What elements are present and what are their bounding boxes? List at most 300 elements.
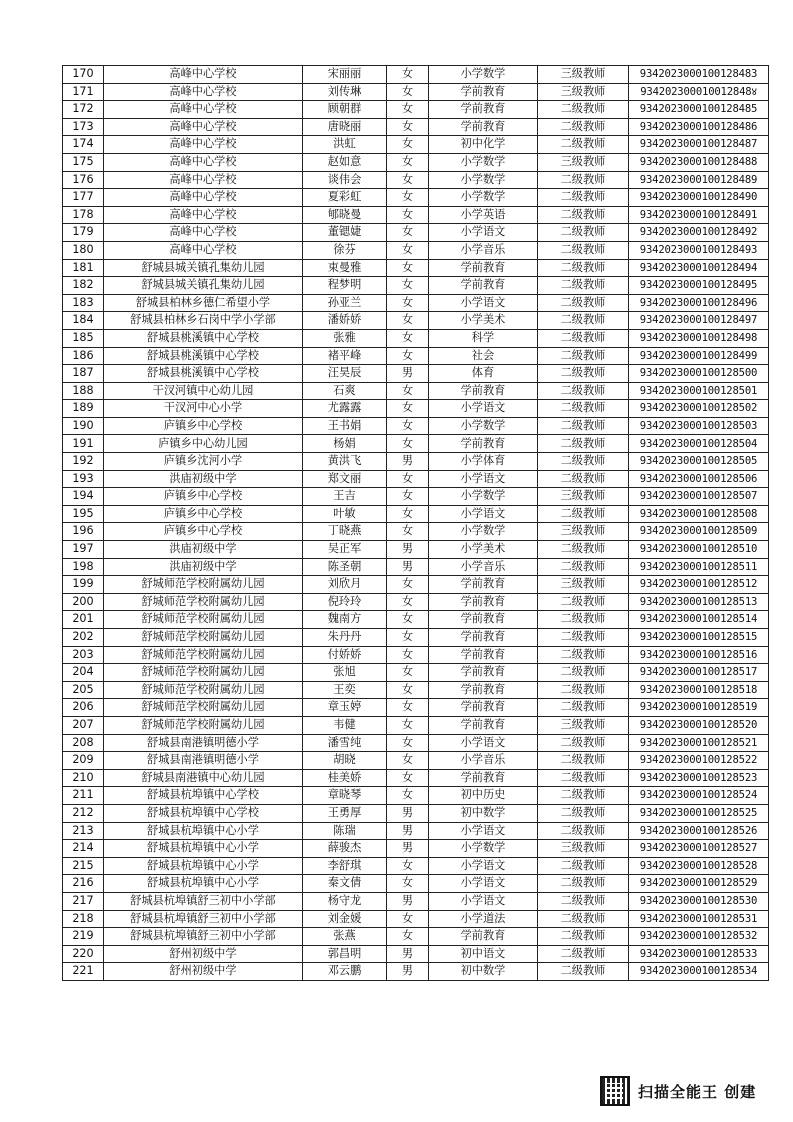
certificate-level-cell: 二级教师	[538, 593, 629, 611]
row-number-cell: 204	[63, 664, 104, 682]
table-row	[63, 329, 769, 347]
subject-cell: 初中数学	[429, 804, 538, 822]
gender-cell: 女	[387, 329, 429, 347]
row-number-cell: 185	[63, 329, 104, 347]
school-name-cell: 舒城师范学校附属幼儿园	[104, 646, 303, 664]
certificate-number-cell: 9342023000100128504	[629, 435, 769, 453]
gender-cell: 女	[387, 611, 429, 629]
teacher-name-cell: 刘欣月	[303, 576, 387, 594]
teacher-name-cell: 胡晓	[303, 752, 387, 770]
school-name-cell: 舒城县杭埠镇中心学校	[104, 787, 303, 805]
table-row	[63, 365, 769, 383]
table-row	[63, 945, 769, 963]
school-name-cell: 舒城县南港镇明德小学	[104, 752, 303, 770]
school-name-cell: 庐镇乡中心幼儿园	[104, 435, 303, 453]
teacher-name-cell: 章晓琴	[303, 787, 387, 805]
certificate-level-cell: 二级教师	[538, 646, 629, 664]
gender-cell: 男	[387, 804, 429, 822]
table-row	[63, 804, 769, 822]
certificate-number-cell: 9342023000100128523	[629, 769, 769, 787]
subject-cell: 学前教育	[429, 435, 538, 453]
row-number-cell: 174	[63, 136, 104, 154]
gender-cell: 男	[387, 892, 429, 910]
teacher-name-cell: 洪虹	[303, 136, 387, 154]
teacher-name-cell: 郑文丽	[303, 470, 387, 488]
school-name-cell: 舒城县杭埠镇舒三初中小学部	[104, 910, 303, 928]
table-row	[63, 241, 769, 259]
gender-cell: 男	[387, 963, 429, 981]
table-row	[63, 963, 769, 981]
school-name-cell: 舒城县杭埠镇中心小学	[104, 840, 303, 858]
certificate-level-cell: 二级教师	[538, 453, 629, 471]
teacher-name-cell: 王吉	[303, 488, 387, 506]
gender-cell: 女	[387, 505, 429, 523]
school-name-cell: 庐镇乡沈河小学	[104, 453, 303, 471]
certificate-level-cell: 二级教师	[538, 681, 629, 699]
row-number-cell: 219	[63, 928, 104, 946]
certificate-level-cell: 二级教师	[538, 206, 629, 224]
certificate-number-cell: 9342023000100128521	[629, 734, 769, 752]
watermark-text: 扫描全能王 创建	[638, 1082, 757, 1101]
school-name-cell: 洪庙初级中学	[104, 541, 303, 559]
certificate-level-cell: 二级教师	[538, 101, 629, 119]
subject-cell: 初中化学	[429, 136, 538, 154]
certificate-level-cell: 二级教师	[538, 822, 629, 840]
subject-cell: 体育	[429, 365, 538, 383]
certificate-level-cell: 二级教师	[538, 699, 629, 717]
certificate-number-cell: 9342023000100128527	[629, 840, 769, 858]
gender-cell: 女	[387, 417, 429, 435]
gender-cell: 女	[387, 593, 429, 611]
gender-cell: 男	[387, 453, 429, 471]
teacher-name-cell: 汪昊辰	[303, 365, 387, 383]
certificate-number-cell: 9342023000100128501	[629, 382, 769, 400]
subject-cell: 小学数学	[429, 153, 538, 171]
teacher-name-cell: 张旭	[303, 664, 387, 682]
certificate-level-cell: 三级教师	[538, 66, 629, 84]
gender-cell: 女	[387, 241, 429, 259]
gender-cell: 女	[387, 488, 429, 506]
school-name-cell: 舒城县杭埠镇中心小学	[104, 857, 303, 875]
gender-cell: 女	[387, 664, 429, 682]
subject-cell: 学前教育	[429, 593, 538, 611]
certificate-level-cell: 二级教师	[538, 734, 629, 752]
subject-cell: 小学语文	[429, 734, 538, 752]
table-row	[63, 400, 769, 418]
teacher-name-cell: 夏彩虹	[303, 189, 387, 207]
teacher-name-cell: 叶敏	[303, 505, 387, 523]
teacher-name-cell: 王奕	[303, 681, 387, 699]
teacher-name-cell: 徐芬	[303, 241, 387, 259]
school-name-cell: 舒城师范学校附属幼儿园	[104, 593, 303, 611]
certificate-number-cell: 9342023000100128525	[629, 804, 769, 822]
gender-cell: 女	[387, 734, 429, 752]
table-row	[63, 875, 769, 893]
gender-cell: 女	[387, 910, 429, 928]
school-name-cell: 舒城县桃溪镇中心学校	[104, 365, 303, 383]
school-name-cell: 舒城县南港镇明德小学	[104, 734, 303, 752]
subject-cell: 小学语文	[429, 875, 538, 893]
teacher-name-cell: 石爽	[303, 382, 387, 400]
row-number-cell: 216	[63, 875, 104, 893]
teacher-name-cell: 孙亚兰	[303, 294, 387, 312]
row-number-cell: 207	[63, 716, 104, 734]
row-number-cell: 208	[63, 734, 104, 752]
row-number-cell: 198	[63, 558, 104, 576]
gender-cell: 女	[387, 400, 429, 418]
gender-cell: 女	[387, 769, 429, 787]
school-name-cell: 高峰中心学校	[104, 206, 303, 224]
table-row	[63, 294, 769, 312]
table-row	[63, 857, 769, 875]
certificate-level-cell: 二级教师	[538, 629, 629, 647]
school-name-cell: 高峰中心学校	[104, 66, 303, 84]
row-number-cell: 196	[63, 523, 104, 541]
school-name-cell: 庐镇乡中心学校	[104, 488, 303, 506]
table-row	[63, 435, 769, 453]
subject-cell: 小学语文	[429, 857, 538, 875]
table-row	[63, 822, 769, 840]
subject-cell: 学前教育	[429, 259, 538, 277]
teacher-name-cell: 王勇厚	[303, 804, 387, 822]
table-row	[63, 66, 769, 84]
certificate-number-cell: 9342023000100128518	[629, 681, 769, 699]
gender-cell: 男	[387, 840, 429, 858]
subject-cell: 学前教育	[429, 576, 538, 594]
subject-cell: 小学语文	[429, 892, 538, 910]
gender-cell: 男	[387, 541, 429, 559]
row-number-cell: 202	[63, 629, 104, 647]
subject-cell: 小学音乐	[429, 241, 538, 259]
table-row	[63, 453, 769, 471]
certificate-number-cell: 9342023000100128534	[629, 963, 769, 981]
school-name-cell: 舒城师范学校附属幼儿园	[104, 681, 303, 699]
scanner-watermark	[600, 1075, 756, 1107]
certificate-level-cell: 二级教师	[538, 171, 629, 189]
table-row	[63, 892, 769, 910]
row-number-cell: 199	[63, 576, 104, 594]
school-name-cell: 舒城县城关镇孔集幼儿园	[104, 277, 303, 295]
certificate-number-cell: 9342023000100128526	[629, 822, 769, 840]
table-row	[63, 189, 769, 207]
row-number-cell: 201	[63, 611, 104, 629]
school-name-cell: 舒城县杭埠镇舒三初中小学部	[104, 892, 303, 910]
teacher-name-cell: 董锶婕	[303, 224, 387, 242]
gender-cell: 女	[387, 312, 429, 330]
row-number-cell: 178	[63, 206, 104, 224]
certificate-level-cell: 二级教师	[538, 189, 629, 207]
school-name-cell: 高峰中心学校	[104, 224, 303, 242]
gender-cell: 女	[387, 171, 429, 189]
teacher-name-cell: 韦健	[303, 716, 387, 734]
table-body	[63, 66, 769, 981]
certificate-level-cell: 二级教师	[538, 417, 629, 435]
row-number-cell: 194	[63, 488, 104, 506]
teacher-name-cell: 刘金媛	[303, 910, 387, 928]
subject-cell: 小学语文	[429, 822, 538, 840]
table-row	[63, 629, 769, 647]
certificate-number-cell: 9342023000100128490	[629, 189, 769, 207]
subject-cell: 小学道法	[429, 910, 538, 928]
certificate-level-cell: 二级教师	[538, 347, 629, 365]
school-name-cell: 高峰中心学校	[104, 189, 303, 207]
school-name-cell: 高峰中心学校	[104, 153, 303, 171]
subject-cell: 小学语文	[429, 505, 538, 523]
row-number-cell: 213	[63, 822, 104, 840]
teacher-name-cell: 张燕	[303, 928, 387, 946]
row-number-cell: 191	[63, 435, 104, 453]
gender-cell: 女	[387, 136, 429, 154]
certificate-level-cell: 二级教师	[538, 277, 629, 295]
table-row	[63, 840, 769, 858]
table-row	[63, 787, 769, 805]
table-row	[63, 382, 769, 400]
table-row	[63, 752, 769, 770]
certificate-level-cell: 二级教师	[538, 892, 629, 910]
teacher-name-cell: 章玉婷	[303, 699, 387, 717]
subject-cell: 学前教育	[429, 118, 538, 136]
certificate-number-cell: 9342023000100128491	[629, 206, 769, 224]
school-name-cell: 高峰中心学校	[104, 118, 303, 136]
table-row	[63, 541, 769, 559]
teacher-name-cell: 付娇娇	[303, 646, 387, 664]
gender-cell: 女	[387, 66, 429, 84]
certificate-number-cell: 9342023000100128517	[629, 664, 769, 682]
certificate-number-cell: 9342023000100128520	[629, 716, 769, 734]
gender-cell: 女	[387, 681, 429, 699]
table-row	[63, 699, 769, 717]
certificate-number-cell: 9342023000100128513	[629, 593, 769, 611]
school-name-cell: 洪庙初级中学	[104, 470, 303, 488]
certificate-number-cell: 9342023000100128507	[629, 488, 769, 506]
certificate-number-cell: 9342023000100128489	[629, 171, 769, 189]
gender-cell: 女	[387, 382, 429, 400]
subject-cell: 学前教育	[429, 83, 538, 101]
teacher-name-cell: 杨娟	[303, 435, 387, 453]
row-number-cell: 172	[63, 101, 104, 119]
qr-code-icon	[600, 1076, 630, 1106]
gender-cell: 女	[387, 629, 429, 647]
teacher-name-cell: 桂美娇	[303, 769, 387, 787]
row-number-cell: 220	[63, 945, 104, 963]
table-row	[63, 576, 769, 594]
certificate-level-cell: 二级教师	[538, 470, 629, 488]
teacher-name-cell: 黄洪飞	[303, 453, 387, 471]
certificate-number-cell: 9342023000100128529	[629, 875, 769, 893]
certificate-level-cell: 二级教师	[538, 136, 629, 154]
school-name-cell: 干汊河镇中心幼儿园	[104, 382, 303, 400]
school-name-cell: 舒城县杭埠镇舒三初中小学部	[104, 928, 303, 946]
teacher-name-cell: 赵如意	[303, 153, 387, 171]
certificate-level-cell: 三级教师	[538, 840, 629, 858]
certificate-level-cell: 二级教师	[538, 118, 629, 136]
school-name-cell: 舒城师范学校附属幼儿园	[104, 629, 303, 647]
row-number-cell: 211	[63, 787, 104, 805]
row-number-cell: 184	[63, 312, 104, 330]
school-name-cell: 庐镇乡中心学校	[104, 523, 303, 541]
row-number-cell: 170	[63, 66, 104, 84]
certificate-number-cell: 9342023000100128509	[629, 523, 769, 541]
table-row	[63, 593, 769, 611]
subject-cell: 小学数学	[429, 171, 538, 189]
certificate-number-cell: 9342023000100128531	[629, 910, 769, 928]
gender-cell: 女	[387, 189, 429, 207]
row-number-cell: 205	[63, 681, 104, 699]
gender-cell: 女	[387, 857, 429, 875]
row-number-cell: 200	[63, 593, 104, 611]
certificate-number-cell: 9342023000100128510	[629, 541, 769, 559]
row-number-cell: 193	[63, 470, 104, 488]
school-name-cell: 舒城县杭埠镇中心小学	[104, 822, 303, 840]
certificate-number-cell: 9342023000100128532	[629, 928, 769, 946]
certificate-level-cell: 三级教师	[538, 576, 629, 594]
subject-cell: 小学英语	[429, 206, 538, 224]
certificate-level-cell: 二级教师	[538, 945, 629, 963]
table-row	[63, 83, 769, 101]
certificate-number-cell: 9342023000100128505	[629, 453, 769, 471]
certificate-level-cell: 二级教师	[538, 382, 629, 400]
gender-cell: 女	[387, 576, 429, 594]
school-name-cell: 舒城师范学校附属幼儿园	[104, 664, 303, 682]
school-name-cell: 高峰中心学校	[104, 83, 303, 101]
gender-cell: 女	[387, 347, 429, 365]
certificate-level-cell: 二级教师	[538, 505, 629, 523]
table-row	[63, 558, 769, 576]
certificate-level-cell: 二级教师	[538, 857, 629, 875]
teacher-name-cell: 魏南方	[303, 611, 387, 629]
table-row	[63, 664, 769, 682]
certificate-level-cell: 二级教师	[538, 875, 629, 893]
gender-cell: 女	[387, 259, 429, 277]
row-number-cell: 206	[63, 699, 104, 717]
subject-cell: 小学语文	[429, 224, 538, 242]
certificate-number-cell: 9342023000100128519	[629, 699, 769, 717]
certificate-number-cell: 9342023000100128498	[629, 329, 769, 347]
certificate-number-cell: 9342023000100128522	[629, 752, 769, 770]
certificate-number-cell: 9342023000100128506	[629, 470, 769, 488]
table-row	[63, 118, 769, 136]
row-number-cell: 177	[63, 189, 104, 207]
row-number-cell: 218	[63, 910, 104, 928]
school-name-cell: 舒城县城关镇孔集幼儿园	[104, 259, 303, 277]
table-row	[63, 611, 769, 629]
certificate-level-cell: 二级教师	[538, 329, 629, 347]
school-name-cell: 舒城县南港镇中心幼儿园	[104, 769, 303, 787]
certificate-level-cell: 二级教师	[538, 611, 629, 629]
certificate-number-cell: 9342023000100128488	[629, 153, 769, 171]
subject-cell: 学前教育	[429, 629, 538, 647]
table-row	[63, 224, 769, 242]
row-number-cell: 187	[63, 365, 104, 383]
gender-cell: 男	[387, 945, 429, 963]
gender-cell: 男	[387, 365, 429, 383]
certificate-level-cell: 三级教师	[538, 83, 629, 101]
row-number-cell: 175	[63, 153, 104, 171]
certificate-number-cell: 9342023000100128500	[629, 365, 769, 383]
certificate-level-cell: 二级教师	[538, 752, 629, 770]
subject-cell: 小学数学	[429, 488, 538, 506]
subject-cell: 学前教育	[429, 664, 538, 682]
certificate-level-cell: 二级教师	[538, 928, 629, 946]
teacher-name-cell: 朱丹丹	[303, 629, 387, 647]
gender-cell: 女	[387, 83, 429, 101]
subject-cell: 初中历史	[429, 787, 538, 805]
subject-cell: 学前教育	[429, 699, 538, 717]
teacher-name-cell: 倪玲玲	[303, 593, 387, 611]
school-name-cell: 舒州初级中学	[104, 945, 303, 963]
certificate-number-cell: 9342023000100128485	[629, 101, 769, 119]
certificate-number-cell: 9342023000100128530	[629, 892, 769, 910]
row-number-cell: 176	[63, 171, 104, 189]
teacher-name-cell: 王书娟	[303, 417, 387, 435]
teacher-name-cell: 宋丽丽	[303, 66, 387, 84]
table-row	[63, 417, 769, 435]
gender-cell: 女	[387, 101, 429, 119]
school-name-cell: 干汊河中心小学	[104, 400, 303, 418]
certificate-number-cell: 9342023000100128495	[629, 277, 769, 295]
gender-cell: 女	[387, 523, 429, 541]
gender-cell: 女	[387, 928, 429, 946]
subject-cell: 小学数学	[429, 66, 538, 84]
gender-cell: 女	[387, 153, 429, 171]
certificate-level-cell: 三级教师	[538, 153, 629, 171]
gender-cell: 女	[387, 435, 429, 453]
certificate-level-cell: 二级教师	[538, 541, 629, 559]
teacher-name-cell: 李舒琪	[303, 857, 387, 875]
row-number-cell: 192	[63, 453, 104, 471]
certificate-level-cell: 二级教师	[538, 241, 629, 259]
certificate-number-cell: 9342023000100128492	[629, 224, 769, 242]
subject-cell: 小学体育	[429, 453, 538, 471]
subject-cell: 小学语文	[429, 400, 538, 418]
table-row	[63, 681, 769, 699]
subject-cell: 小学音乐	[429, 752, 538, 770]
gender-cell: 女	[387, 294, 429, 312]
gender-cell: 女	[387, 470, 429, 488]
school-name-cell: 舒城县杭埠镇中心学校	[104, 804, 303, 822]
table-row	[63, 259, 769, 277]
table-row	[63, 206, 769, 224]
certificate-number-cell: 9342023000100128515	[629, 629, 769, 647]
row-number-cell: 212	[63, 804, 104, 822]
table-row	[63, 312, 769, 330]
teacher-name-cell: 张雅	[303, 329, 387, 347]
certificate-number-cell: 9342023000100128493	[629, 241, 769, 259]
gender-cell: 女	[387, 787, 429, 805]
gender-cell: 女	[387, 118, 429, 136]
gender-cell: 女	[387, 646, 429, 664]
school-name-cell: 高峰中心学校	[104, 241, 303, 259]
table-row	[63, 523, 769, 541]
school-name-cell: 舒城师范学校附属幼儿园	[104, 699, 303, 717]
certificate-level-cell: 二级教师	[538, 787, 629, 805]
subject-cell: 小学音乐	[429, 558, 538, 576]
subject-cell: 小学数学	[429, 840, 538, 858]
teacher-name-cell: 刘传琳	[303, 83, 387, 101]
certificate-number-cell: 9342023000100128528	[629, 857, 769, 875]
teacher-name-cell: 褚平峰	[303, 347, 387, 365]
certificate-number-cell: 9342023000100128494	[629, 259, 769, 277]
teacher-name-cell: 郇晓曼	[303, 206, 387, 224]
certificate-number-cell: 9342023000100128502	[629, 400, 769, 418]
gender-cell: 女	[387, 277, 429, 295]
row-number-cell: 195	[63, 505, 104, 523]
subject-cell: 学前教育	[429, 769, 538, 787]
certificate-number-cell: 934202300010012848४	[629, 83, 769, 101]
certificate-level-cell: 二级教师	[538, 963, 629, 981]
certificate-level-cell: 二级教师	[538, 435, 629, 453]
row-number-cell: 171	[63, 83, 104, 101]
